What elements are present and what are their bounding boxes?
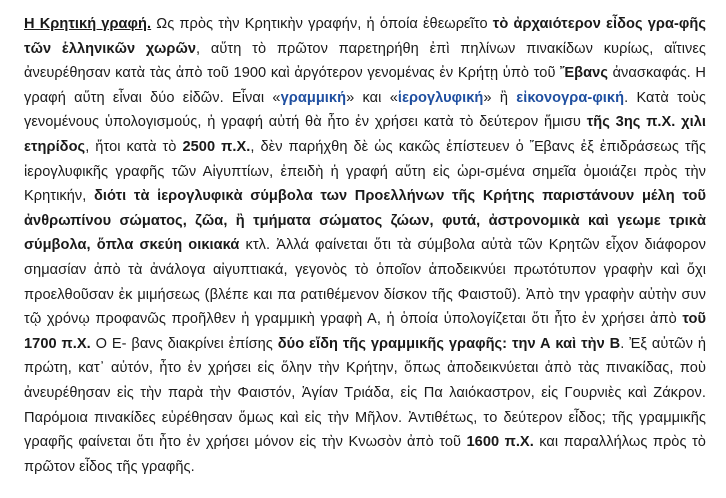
bold-text-run: Ἔβανς (560, 65, 608, 82)
text-run: κτλ. Ἀλλά φαίνεται ὅτι τὰ σύμβολα αὐτὰ τῶν Κρητῶν εἶχον διάφορον σημασίαν ἀπὸ τὰ ἀνάλογα αἰγυπτιακά, γεγονὸς τὸ ὁποῖον ἀποδεικνύει πρωτότυπον γραφὴν καὶ ὄχι προελθοῦσαν ἐκ μιμήσεως (βλέπε και πα ρατιθέμενον δίσκον τῆς Φαιστοῦ). Ἀπὸ την γραφὴν αὐτὴν συν τῷ χρόνῳ προφανῶς προῆλθεν ἡ γραμμικὴ γραφὴ Α, ἡ ὁποία ὑπολογίζεται ὅτι ἦτο ἐν χρήσει ἀπὸ (24, 237, 707, 328)
text-run: Ο Ε- βανς διακρίνει ἐπίσης (90, 335, 278, 352)
paragraph (24, 12, 706, 479)
text-run: , αὕτη τὸ πρῶτον παρετηρήθη ἐπὶ πηλίνων πινακίδων κυρίως, αἵτινες ἀνευρέθησαν κατὰ τὰς ἀπὸ τοῦ 1900 καὶ ἀργότερον γενομένας ἐν Κρήτῃ ὑπὸ τοῦ (24, 40, 706, 82)
section-heading: Η Κρητική γραφή. (24, 16, 152, 32)
bold-text-run: τῆς 3ης π.Χ. χιλι ετηρίδος (24, 114, 706, 155)
bold-text-run: τὸ ἀρχαιότερον εἶδος γρα-φῆς τῶν ἑλληνικῶν χωρῶν (24, 16, 707, 57)
text-run: και παραλλήλως πρὸς τὸ πρῶτον εἶδος τῆς γραφῆς. (24, 434, 706, 475)
text-run: . Κατὰ τοὺς γενομένους ὑπολογισμούς, ἡ γραφή αὐτή θὰ ἦτο ἐν χρήσει κατὰ τὸ δεύτερον ἥμισυ (24, 89, 706, 131)
text-run: , ἤτοι κατὰ τὸ (85, 138, 183, 155)
text-run: Ως πρὸς τὴν Κρητικὴν γραφήν, ἡ ὁποία ἐθεωρεῖτο (151, 16, 493, 32)
highlighted-term: γραμμική (280, 89, 347, 106)
text-run: » και « (346, 89, 398, 106)
text-run: » ἢ (483, 89, 517, 106)
bold-text-run: 2500 π.Χ. (182, 138, 251, 155)
highlighted-term: ἱερογλυφική (397, 89, 484, 106)
text-run: ἀνασκαφάς. Η γραφή αὕτη εἶναι δύο εἰδῶν. Εἶναι « (24, 65, 706, 106)
bold-text-run: διότι τὰ ἱερογλυφικὰ σύμβολα των Προελλήνων τῆς Κρήτης παριστάνουν μέλη τοῦ ἀνθρωπίνου σώματος, ζῶα, ἢ τμήματα σώματος ζώων, φυτά, ἀστρονομικὰ καὶ γεωμε τρικὰ σύμβολα, ὅπλα σκεύη οικιακά (24, 188, 706, 254)
highlighted-term: εἰκονογρα-φική (516, 89, 625, 106)
text-run: , δὲν παρήχθη δὲ ὡς κακῶς ἐπίστευεν ὁ Ἔβανς ἐξ ἐπιδράσεως τῆς ἱερογλυφικῆς γραφῆς τῶν Αἰγυπτίων, ἐπειδὴ ἡ γραφή αὕτη εἰς ὡρι-σμένα σημεῖα ὁμοιάζει πρὸς τὴν Κρητικήν, (24, 138, 706, 205)
text-run: . Ἐξ αὐτῶν ἡ πρώτη, κατ᾽ αὐτόν, ἦτο ἐν χρήσει εἰς ὅλην τὴν Κρήτην, ὅπως ἀποδεικνύεται ἀπὸ τὰς πινακίδας, ποὺ ἀνευρέθησαν εἰς τὴν παρὰ τὴν Φαιστόν, Ἁγίαν Τριάδα, εἰς Πα λαιόκαστρον, εἰς Γουρνιὲς καὶ Ζάκρον. Παρόμοια πινακίδες εὑρέθησαν ὅμως καὶ εἰς τὴν Μῆλον. Ἀντιθέτως, τo δεύτερον εἶδος; τῆς γραμμικῆς γραφῆς φαίνεται ὅτι ἦτο ἐν χρήσει μόνον εἰς τὴν Κνωσὸν ἀπὸ τοῦ (24, 335, 706, 451)
bold-text-run: τοῦ 1700 π.Χ. (24, 311, 706, 352)
bold-text-run: δύο εἴδη τῆς γραμμικῆς γραφῆς: την Α καὶ τὴν Β (277, 335, 621, 352)
bold-text-run: 1600 π.Χ. (466, 434, 534, 451)
